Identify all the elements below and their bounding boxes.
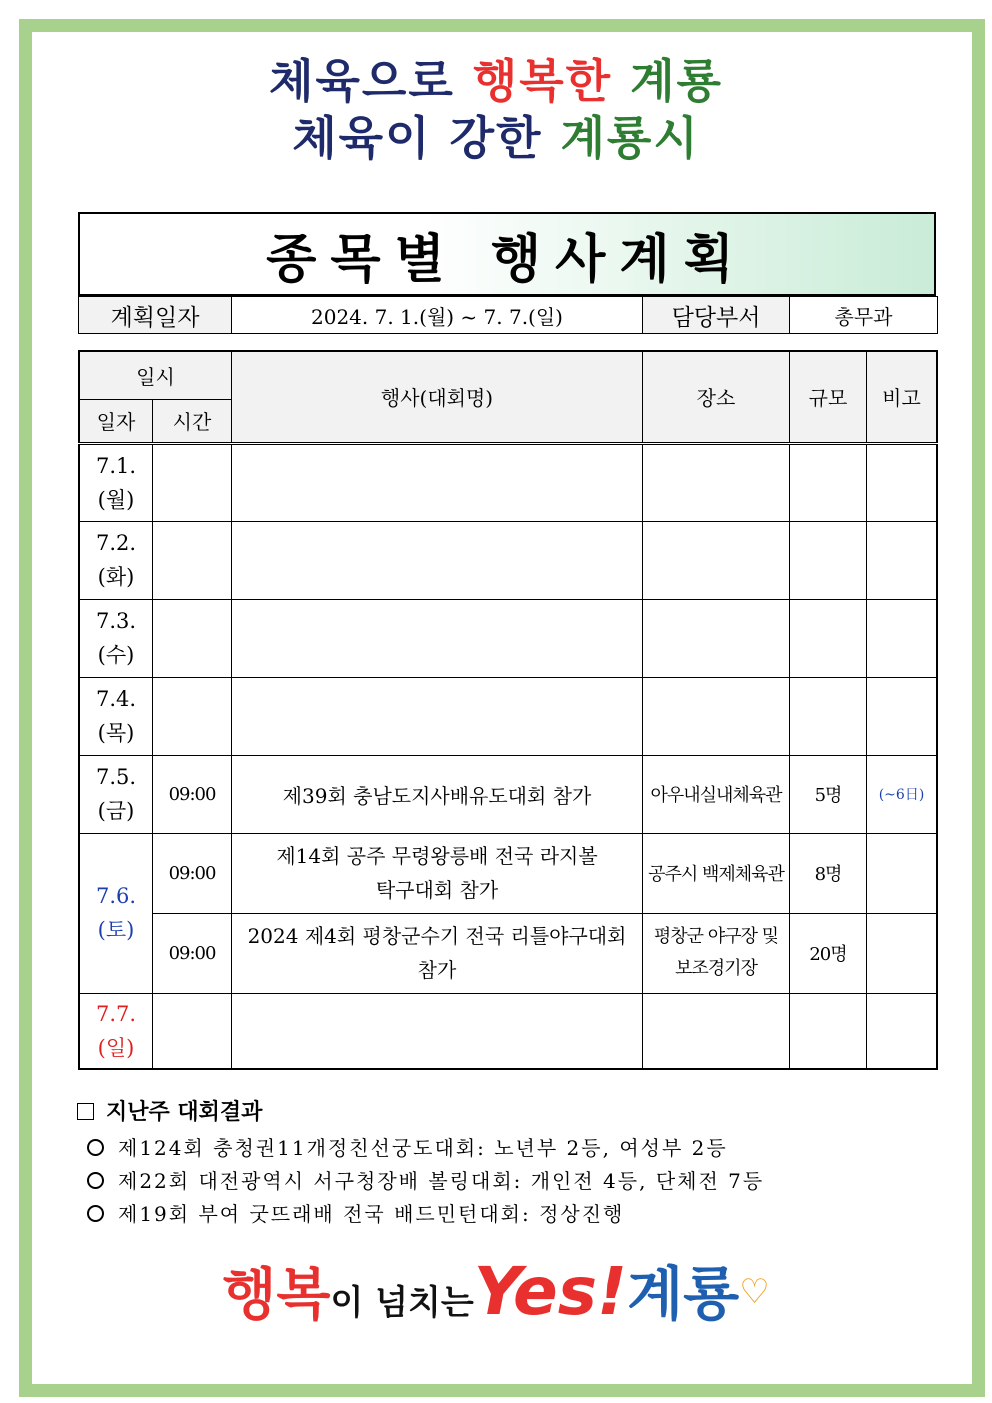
last-week-results <box>75 1095 764 1231</box>
scale-cell: 8명 <box>790 833 867 913</box>
list-item: 제22회 대전광역시 서구청장배 볼링대회: 개인전 4등, 단체전 7등 <box>87 1165 764 1198</box>
header-place: 장소 <box>643 351 790 443</box>
event-cell: 제14회 공주 무령왕릉배 전국 라지볼 탁구대회 참가 <box>232 833 643 913</box>
dept-label: 담당부서 <box>643 297 790 334</box>
circle-bullet-icon <box>87 1139 104 1156</box>
table-row <box>79 913 937 993</box>
plan-date-label: 계획일자 <box>79 297 232 334</box>
date-cell: 7.6. (토) <box>79 833 153 993</box>
note-cell: (~6日) <box>867 755 938 833</box>
slogan-line-1: 체육으로 행복한 계룡 <box>269 54 723 108</box>
schedule-table <box>78 350 938 1070</box>
plan-info-table <box>78 296 938 334</box>
date-cell: 7.4. (목) <box>79 677 153 755</box>
table-row <box>79 677 937 755</box>
table-row <box>79 833 937 913</box>
table-row <box>79 755 937 833</box>
time-cell: 09:00 <box>153 913 232 993</box>
time-cell: 09:00 <box>153 833 232 913</box>
time-cell: 09:00 <box>153 755 232 833</box>
table-row <box>79 993 937 1069</box>
header-date: 일자 <box>79 399 153 443</box>
results-title: 지난주 대회결과 <box>75 1095 764 1126</box>
event-cell: 제39회 충남도지사배유도대회 참가 <box>232 755 643 833</box>
date-cell: 7.7. (일) <box>79 993 153 1069</box>
header-event: 행사(대회명) <box>232 351 643 443</box>
place-cell: 공주시 백제체육관 <box>643 833 790 913</box>
date-cell: 7.3. (수) <box>79 599 153 677</box>
event-cell: 2024 제4회 평창군수기 전국 리틀야구대회 참가 <box>232 913 643 993</box>
list-item: 제124회 충청권11개정친선궁도대회: 노년부 2등, 여성부 2등 <box>87 1132 764 1165</box>
header-datetime: 일시 <box>79 351 232 399</box>
place-cell: 아우내실내체육관 <box>643 755 790 833</box>
list-item: 제19회 부여 굿뜨래배 전국 배드민턴대회: 정상진행 <box>87 1198 764 1231</box>
dept-value: 총무과 <box>790 297 938 334</box>
slogan-line-2: 체육이 강한 계룡시 <box>292 111 700 165</box>
document-title-box <box>78 212 936 296</box>
circle-bullet-icon <box>87 1172 104 1189</box>
table-row <box>79 599 937 677</box>
header-time: 시간 <box>153 399 232 443</box>
square-bullet-icon <box>77 1103 94 1120</box>
scale-cell: 20명 <box>790 913 867 993</box>
date-cell: 7.2. (화) <box>79 521 153 599</box>
scale-cell: 5명 <box>790 755 867 833</box>
table-row <box>79 521 937 599</box>
date-cell: 7.1. (월) <box>79 443 153 521</box>
plan-date-value: 2024. 7. 1.(월) ~ 7. 7.(일) <box>232 297 643 334</box>
place-cell: 평창군 야구장 및 보조경기장 <box>643 913 790 993</box>
header-note: 비고 <box>867 351 938 443</box>
table-row <box>79 443 937 521</box>
document-title: 종목별 행사계획 <box>266 229 748 290</box>
bottom-slogan-logo: 행복이 넘치는Yes!계룡♡ <box>222 1253 770 1330</box>
circle-bullet-icon <box>87 1205 104 1222</box>
heart-icon: ♡ <box>739 1272 770 1312</box>
header-scale: 규모 <box>790 351 867 443</box>
date-cell: 7.5. (금) <box>79 755 153 833</box>
